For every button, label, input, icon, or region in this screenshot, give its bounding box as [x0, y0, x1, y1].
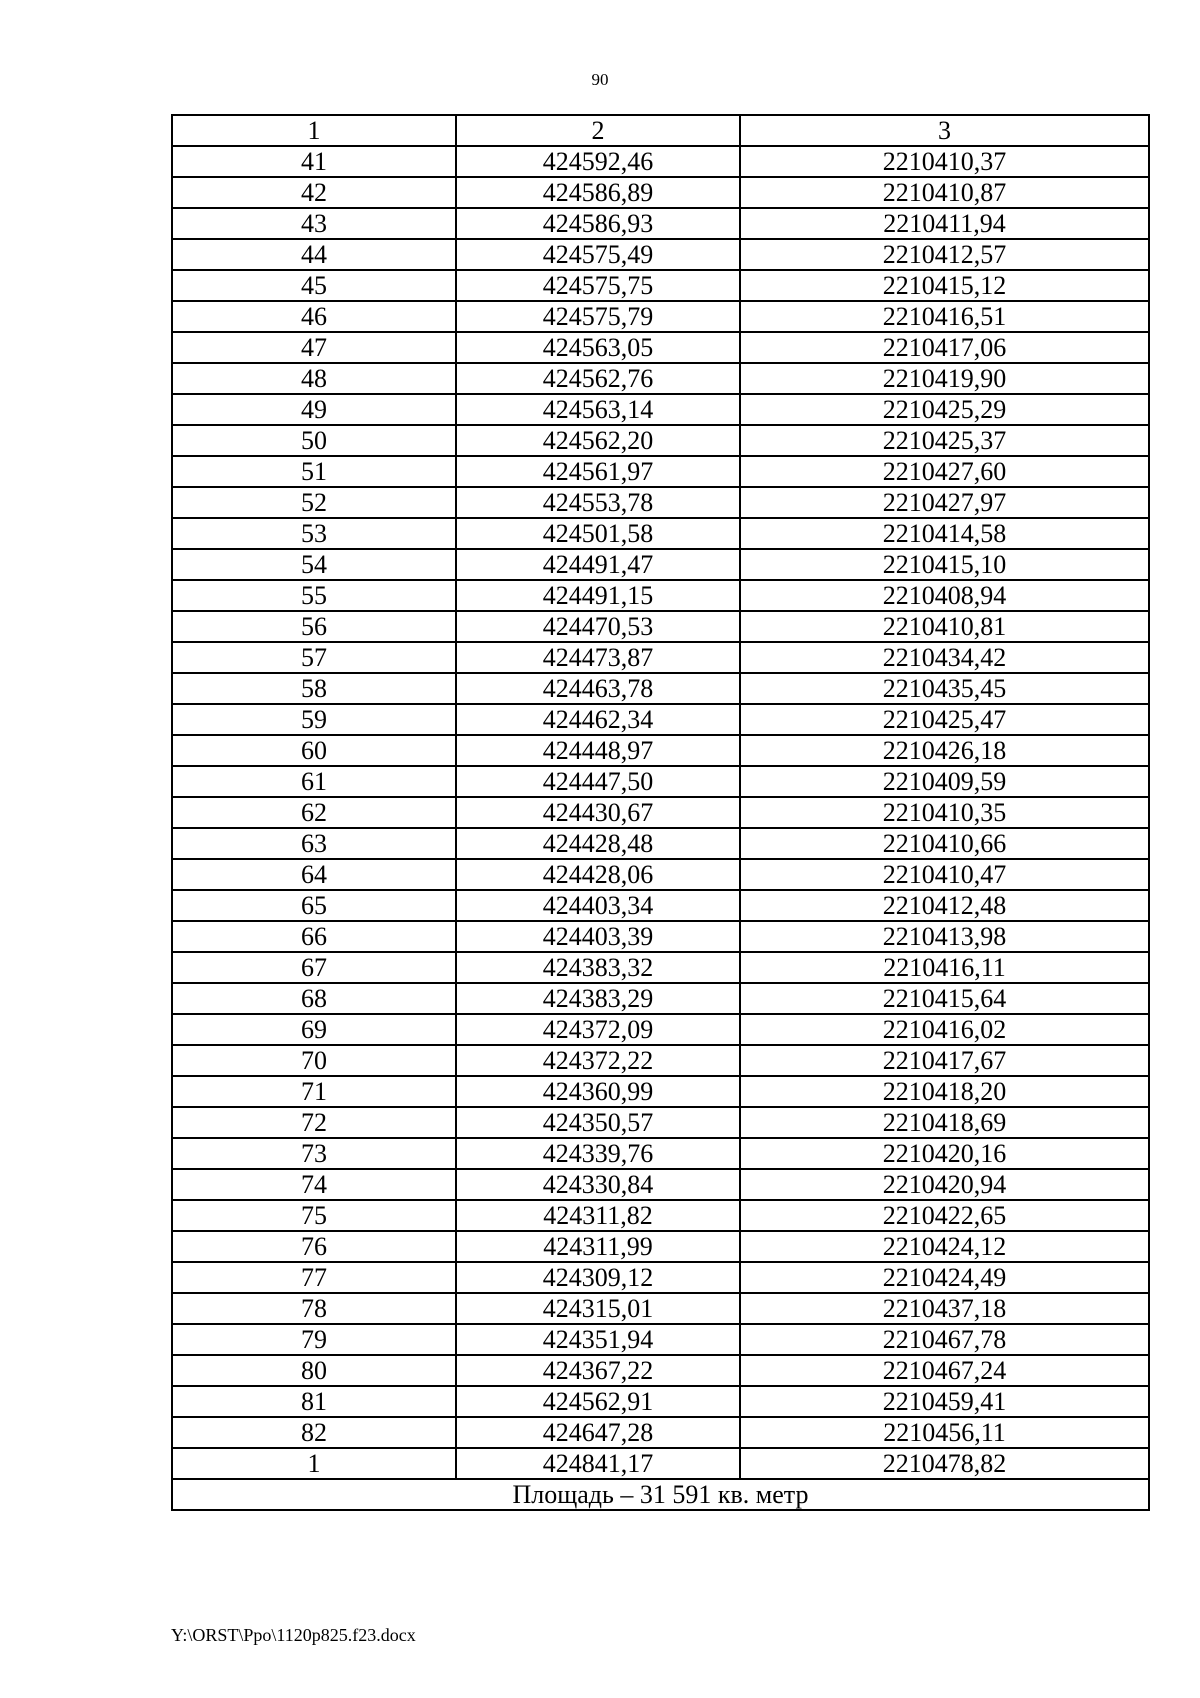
point-number-cell: 64 [172, 859, 456, 890]
point-number-cell: 52 [172, 487, 456, 518]
x-coordinate-cell: 424553,78 [456, 487, 740, 518]
y-coordinate-cell: 2210417,67 [740, 1045, 1149, 1076]
x-coordinate-cell: 424367,22 [456, 1355, 740, 1386]
table-row [172, 146, 1149, 177]
point-number-cell: 65 [172, 890, 456, 921]
point-number-cell: 43 [172, 208, 456, 239]
table-row [172, 1231, 1149, 1262]
y-coordinate-cell: 2210425,29 [740, 394, 1149, 425]
table-row [172, 1138, 1149, 1169]
point-number-cell: 49 [172, 394, 456, 425]
x-coordinate-cell: 424339,76 [456, 1138, 740, 1169]
table-row [172, 766, 1149, 797]
file-path-footer: Y:\ORST\Ppo\1120p825.f23.docx [171, 1625, 416, 1645]
point-number-cell: 44 [172, 239, 456, 270]
x-coordinate-cell: 424383,32 [456, 952, 740, 983]
point-number-cell: 41 [172, 146, 456, 177]
y-coordinate-cell: 2210456,11 [740, 1417, 1149, 1448]
x-coordinate-cell: 424309,12 [456, 1262, 740, 1293]
y-coordinate-cell: 2210410,37 [740, 146, 1149, 177]
table-row [172, 859, 1149, 890]
table-row [172, 177, 1149, 208]
point-number-cell: 61 [172, 766, 456, 797]
table-row [172, 1417, 1149, 1448]
x-coordinate-cell: 424575,49 [456, 239, 740, 270]
table-header-row [172, 115, 1149, 146]
y-coordinate-cell: 2210411,94 [740, 208, 1149, 239]
table-row [172, 518, 1149, 549]
x-coordinate-cell: 424575,75 [456, 270, 740, 301]
point-number-cell: 80 [172, 1355, 456, 1386]
x-coordinate-cell: 424428,06 [456, 859, 740, 890]
y-coordinate-cell: 2210435,45 [740, 673, 1149, 704]
table-row [172, 425, 1149, 456]
y-coordinate-cell: 2210416,51 [740, 301, 1149, 332]
point-number-cell: 56 [172, 611, 456, 642]
y-coordinate-cell: 2210478,82 [740, 1448, 1149, 1479]
y-coordinate-cell: 2210410,66 [740, 828, 1149, 859]
table-row [172, 1076, 1149, 1107]
y-coordinate-cell: 2210415,12 [740, 270, 1149, 301]
y-coordinate-cell: 2210417,06 [740, 332, 1149, 363]
point-number-cell: 63 [172, 828, 456, 859]
y-coordinate-cell: 2210427,60 [740, 456, 1149, 487]
table-row [172, 983, 1149, 1014]
y-coordinate-cell: 2210412,57 [740, 239, 1149, 270]
y-coordinate-cell: 2210422,65 [740, 1200, 1149, 1231]
table-row [172, 1293, 1149, 1324]
x-coordinate-cell: 424575,79 [456, 301, 740, 332]
x-coordinate-cell: 424428,48 [456, 828, 740, 859]
x-coordinate-cell: 424372,09 [456, 1014, 740, 1045]
table-row [172, 332, 1149, 363]
y-coordinate-cell: 2210416,11 [740, 952, 1149, 983]
point-number-cell: 45 [172, 270, 456, 301]
y-coordinate-cell: 2210415,10 [740, 549, 1149, 580]
x-coordinate-cell: 424586,93 [456, 208, 740, 239]
x-coordinate-cell: 424491,15 [456, 580, 740, 611]
point-number-cell: 58 [172, 673, 456, 704]
x-coordinate-cell: 424315,01 [456, 1293, 740, 1324]
y-coordinate-cell: 2210416,02 [740, 1014, 1149, 1045]
point-number-cell: 72 [172, 1107, 456, 1138]
point-number-cell: 68 [172, 983, 456, 1014]
point-number-cell: 59 [172, 704, 456, 735]
table-row [172, 301, 1149, 332]
x-coordinate-cell: 424563,14 [456, 394, 740, 425]
table-row [172, 208, 1149, 239]
x-coordinate-cell: 424592,46 [456, 146, 740, 177]
x-coordinate-cell: 424403,34 [456, 890, 740, 921]
y-coordinate-cell: 2210418,69 [740, 1107, 1149, 1138]
table-row [172, 797, 1149, 828]
point-number-cell: 74 [172, 1169, 456, 1200]
x-coordinate-cell: 424403,39 [456, 921, 740, 952]
point-number-cell: 53 [172, 518, 456, 549]
y-coordinate-cell: 2210410,81 [740, 611, 1149, 642]
table-row [172, 487, 1149, 518]
y-coordinate-cell: 2210467,78 [740, 1324, 1149, 1355]
y-coordinate-cell: 2210418,20 [740, 1076, 1149, 1107]
point-number-cell: 70 [172, 1045, 456, 1076]
point-number-cell: 81 [172, 1386, 456, 1417]
y-coordinate-cell: 2210426,18 [740, 735, 1149, 766]
y-coordinate-cell: 2210410,35 [740, 797, 1149, 828]
table-row [172, 1262, 1149, 1293]
table-row [172, 1324, 1149, 1355]
y-coordinate-cell: 2210420,94 [740, 1169, 1149, 1200]
table-row [172, 1355, 1149, 1386]
table-row [172, 394, 1149, 425]
table-row [172, 704, 1149, 735]
y-coordinate-cell: 2210424,12 [740, 1231, 1149, 1262]
point-number-cell: 62 [172, 797, 456, 828]
x-coordinate-cell: 424351,94 [456, 1324, 740, 1355]
x-coordinate-cell: 424462,34 [456, 704, 740, 735]
point-number-cell: 51 [172, 456, 456, 487]
table-row [172, 1200, 1149, 1231]
point-number-cell: 76 [172, 1231, 456, 1262]
x-coordinate-cell: 424841,17 [456, 1448, 740, 1479]
x-coordinate-cell: 424330,84 [456, 1169, 740, 1200]
page-number: 90 [591, 70, 609, 89]
x-coordinate-cell: 424470,53 [456, 611, 740, 642]
point-number-cell: 78 [172, 1293, 456, 1324]
point-number-cell: 66 [172, 921, 456, 952]
point-number-cell: 75 [172, 1200, 456, 1231]
table-row [172, 456, 1149, 487]
table-row [172, 890, 1149, 921]
x-coordinate-cell: 424562,20 [456, 425, 740, 456]
table-row [172, 1386, 1149, 1417]
x-coordinate-cell: 424491,47 [456, 549, 740, 580]
x-coordinate-cell: 424311,82 [456, 1200, 740, 1231]
x-coordinate-cell: 424311,99 [456, 1231, 740, 1262]
x-coordinate-cell: 424501,58 [456, 518, 740, 549]
column-header-x: 2 [456, 115, 740, 146]
y-coordinate-cell: 2210419,90 [740, 363, 1149, 394]
y-coordinate-cell: 2210424,49 [740, 1262, 1149, 1293]
table-row [172, 239, 1149, 270]
y-coordinate-cell: 2210410,87 [740, 177, 1149, 208]
y-coordinate-cell: 2210413,98 [740, 921, 1149, 952]
x-coordinate-cell: 424430,67 [456, 797, 740, 828]
y-coordinate-cell: 2210425,47 [740, 704, 1149, 735]
table-row [172, 580, 1149, 611]
point-number-cell: 48 [172, 363, 456, 394]
table-row [172, 673, 1149, 704]
y-coordinate-cell: 2210409,59 [740, 766, 1149, 797]
table-row [172, 642, 1149, 673]
x-coordinate-cell: 424563,05 [456, 332, 740, 363]
x-coordinate-cell: 424561,97 [456, 456, 740, 487]
point-number-cell: 42 [172, 177, 456, 208]
table-row [172, 1169, 1149, 1200]
y-coordinate-cell: 2210408,94 [740, 580, 1149, 611]
table-row [172, 735, 1149, 766]
coordinates-table [171, 114, 1150, 1511]
point-number-cell: 71 [172, 1076, 456, 1107]
point-number-cell: 47 [172, 332, 456, 363]
y-coordinate-cell: 2210415,64 [740, 983, 1149, 1014]
point-number-cell: 82 [172, 1417, 456, 1448]
column-header-y: 3 [740, 115, 1149, 146]
x-coordinate-cell: 424463,78 [456, 673, 740, 704]
y-coordinate-cell: 2210427,97 [740, 487, 1149, 518]
point-number-cell: 77 [172, 1262, 456, 1293]
table-row [172, 952, 1149, 983]
table-row [172, 611, 1149, 642]
y-coordinate-cell: 2210412,48 [740, 890, 1149, 921]
point-number-cell: 67 [172, 952, 456, 983]
x-coordinate-cell: 424562,76 [456, 363, 740, 394]
point-number-cell: 79 [172, 1324, 456, 1355]
table-row [172, 1014, 1149, 1045]
column-header-point: 1 [172, 115, 456, 146]
x-coordinate-cell: 424586,89 [456, 177, 740, 208]
x-coordinate-cell: 424562,91 [456, 1386, 740, 1417]
area-total-row [172, 1479, 1149, 1510]
x-coordinate-cell: 424360,99 [456, 1076, 740, 1107]
x-coordinate-cell: 424383,29 [456, 983, 740, 1014]
point-number-cell: 57 [172, 642, 456, 673]
point-number-cell: 73 [172, 1138, 456, 1169]
point-number-cell: 54 [172, 549, 456, 580]
x-coordinate-cell: 424372,22 [456, 1045, 740, 1076]
point-number-cell: 69 [172, 1014, 456, 1045]
y-coordinate-cell: 2210434,42 [740, 642, 1149, 673]
table-row [172, 1107, 1149, 1138]
y-coordinate-cell: 2210437,18 [740, 1293, 1149, 1324]
point-number-cell: 1 [172, 1448, 456, 1479]
table-row [172, 1045, 1149, 1076]
x-coordinate-cell: 424473,87 [456, 642, 740, 673]
x-coordinate-cell: 424447,50 [456, 766, 740, 797]
y-coordinate-cell: 2210414,58 [740, 518, 1149, 549]
y-coordinate-cell: 2210467,24 [740, 1355, 1149, 1386]
x-coordinate-cell: 424448,97 [456, 735, 740, 766]
table-row [172, 549, 1149, 580]
area-total-cell: Площадь – 31 591 кв. метр [172, 1479, 1149, 1510]
table-row [172, 828, 1149, 859]
y-coordinate-cell: 2210425,37 [740, 425, 1149, 456]
table-row [172, 1448, 1149, 1479]
table-row [172, 270, 1149, 301]
table-row [172, 921, 1149, 952]
y-coordinate-cell: 2210459,41 [740, 1386, 1149, 1417]
x-coordinate-cell: 424647,28 [456, 1417, 740, 1448]
point-number-cell: 55 [172, 580, 456, 611]
x-coordinate-cell: 424350,57 [456, 1107, 740, 1138]
point-number-cell: 46 [172, 301, 456, 332]
y-coordinate-cell: 2210420,16 [740, 1138, 1149, 1169]
point-number-cell: 60 [172, 735, 456, 766]
table-row [172, 363, 1149, 394]
y-coordinate-cell: 2210410,47 [740, 859, 1149, 890]
point-number-cell: 50 [172, 425, 456, 456]
